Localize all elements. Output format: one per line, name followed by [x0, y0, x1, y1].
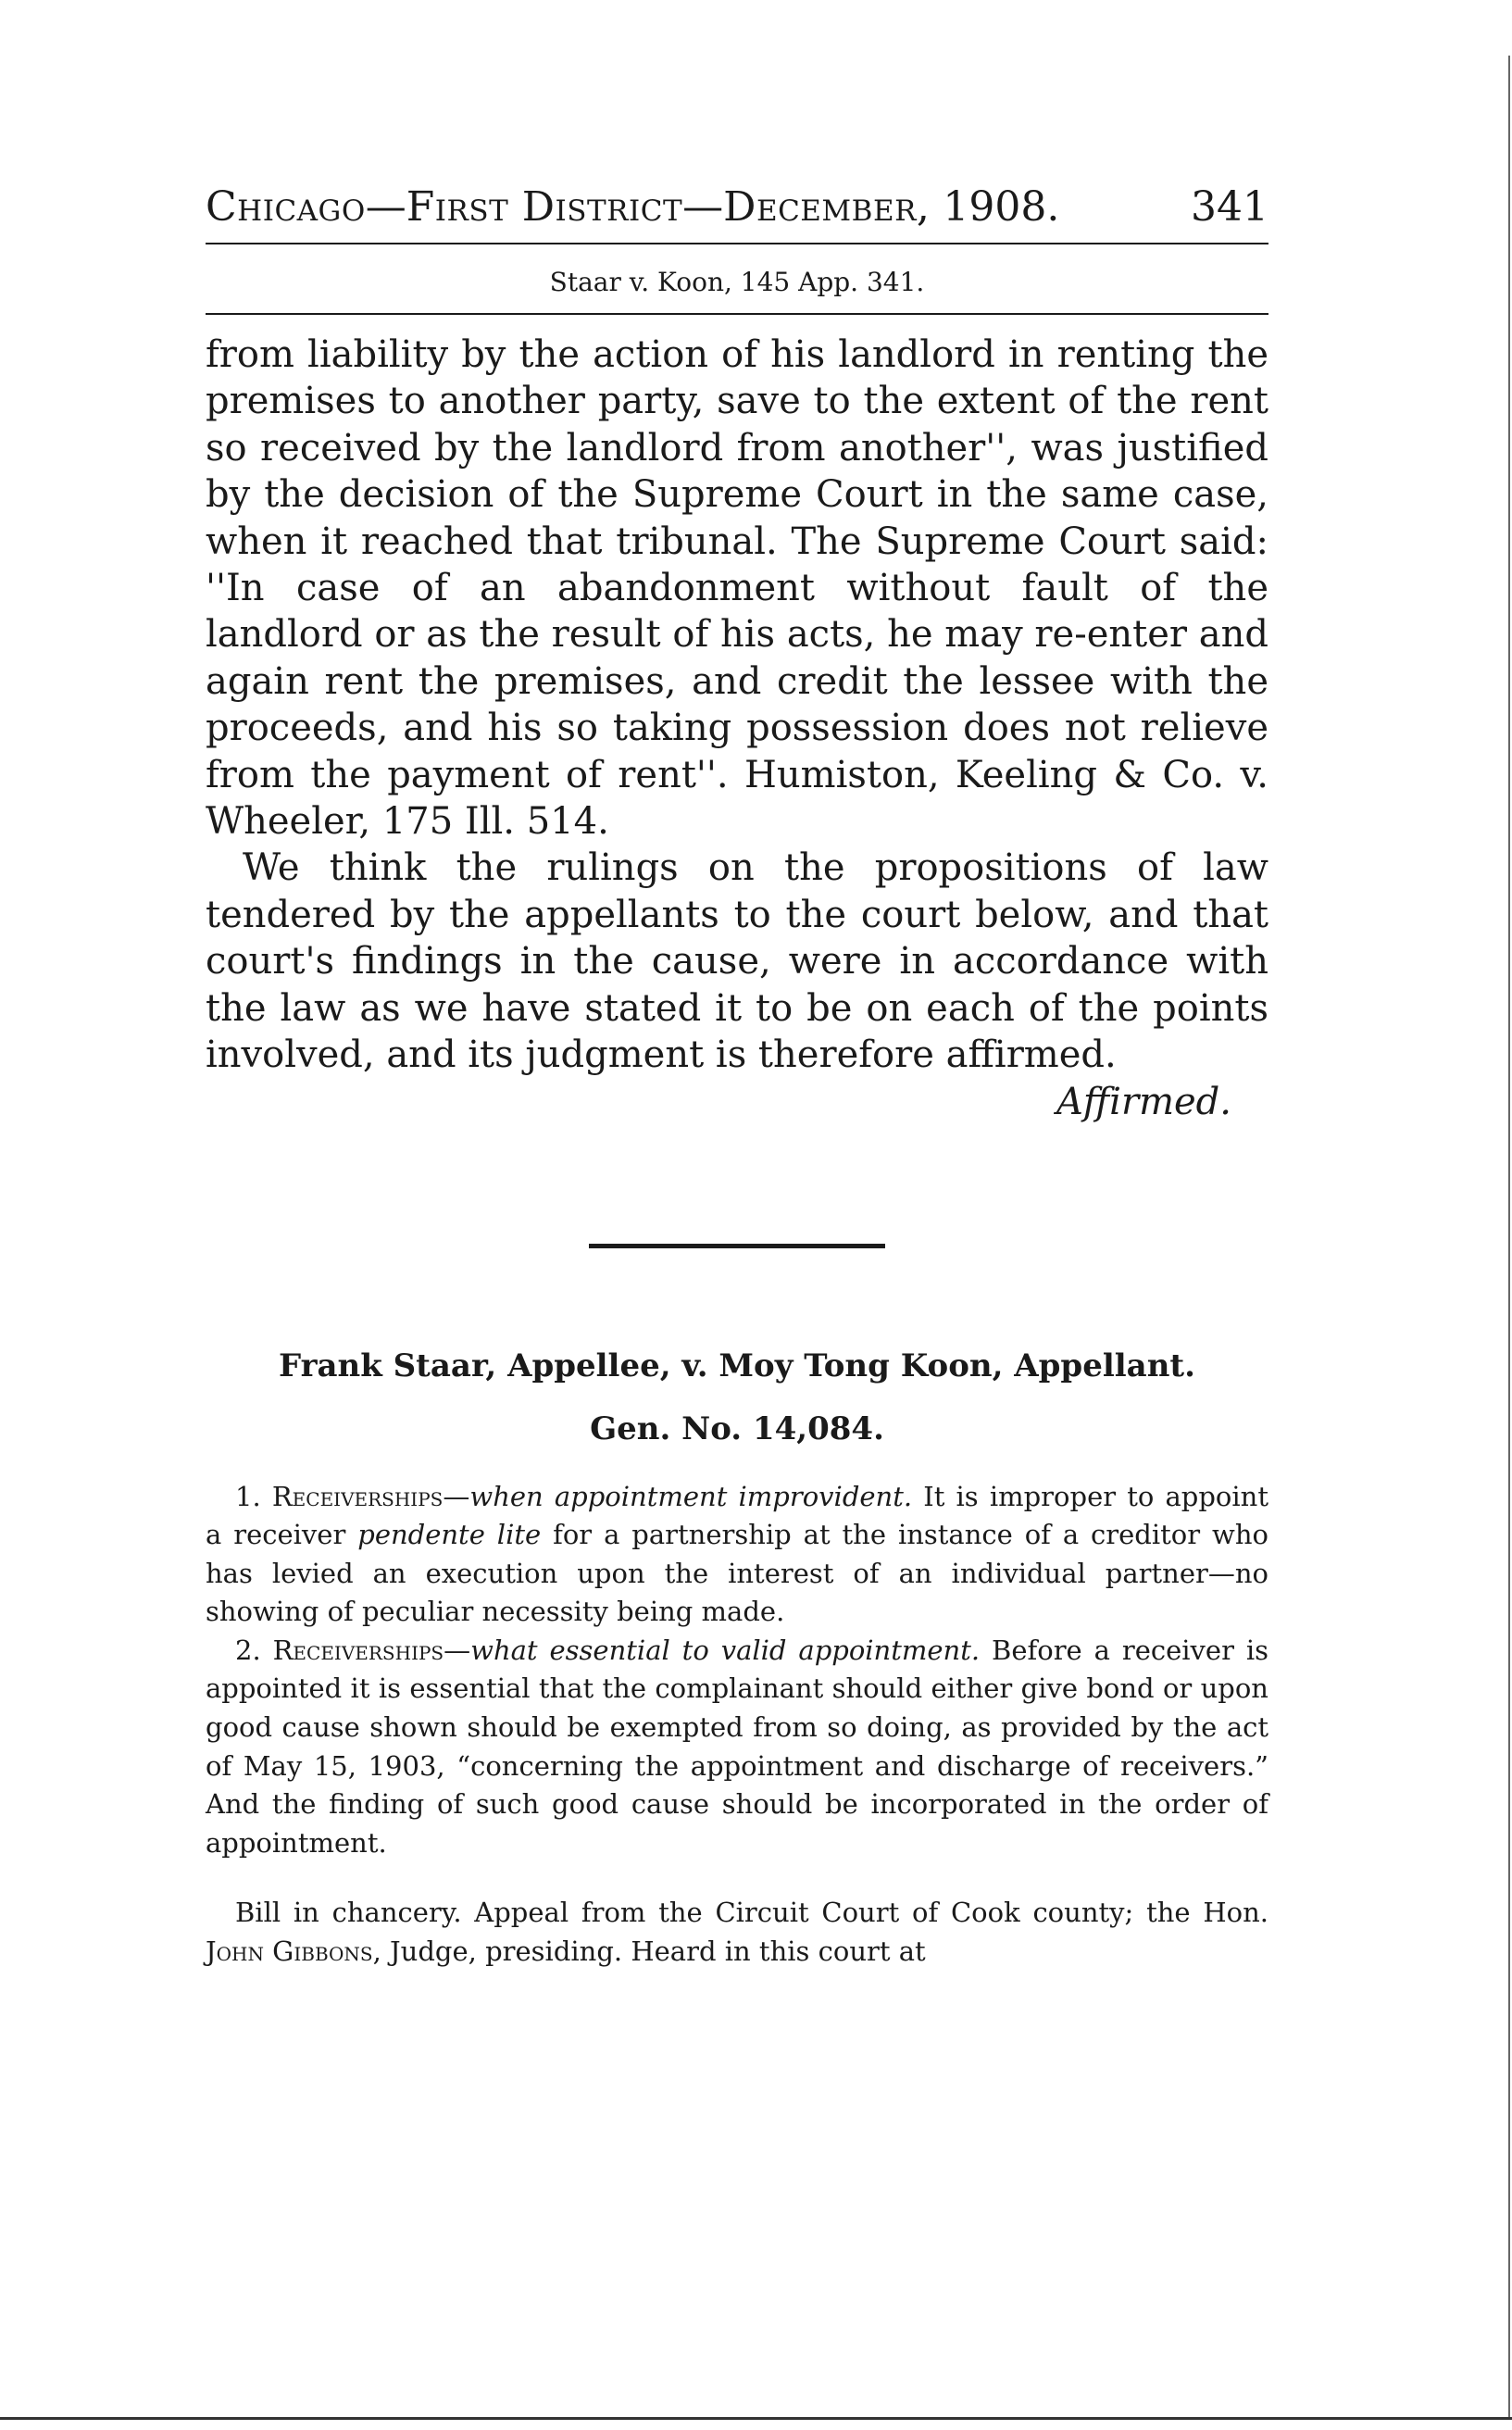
headnote-italic: pendente lite — [357, 1519, 542, 1551]
opinion-paragraph: We think the rulings on the propositions of law tendered by the appellants to the court below, and that court's findings in the cause, were in accordance with the law as we have stated it to be on each of the points involved, and its judgment is therefore affirmed. — [206, 846, 1268, 1077]
header-district: First District — [406, 183, 683, 231]
document-page — [206, 182, 1268, 1972]
headnote-text: Before a receiver is appointed it is essential that the complainant should either give bond or upon good cause shown should be exempted from so doing, as provided by the act of May 15, 1903, “concerning the appointment and discharge of receivers.” And the finding of such good cause should be incorporated in the order of appointment. — [206, 1634, 1269, 1859]
opinion-text — [206, 332, 1268, 1079]
page-edge-line — [1508, 56, 1510, 2417]
bill-text: , Judge, presiding. Heard in this court at — [372, 1935, 926, 1968]
headnote: 1. Receiverships—when appointment improvident. It is improper to appoint a receiver pendente lite for a partnership at the instance of a creditor who has levied an execution upon the interest of an individual partner—no showing of peculiar necessity being made. — [206, 1480, 1268, 1628]
running-head — [206, 182, 1268, 243]
opinion-paragraph: from liability by the action of his landlord in renting the premises to another party, save to the extent of the rent so received by the landlord from another'', was justified by the decision of the Supreme Court in the same case, when it reached that tribunal. The Supreme Court said: ''In case of an abandonment without fault of the landlord or as the result of his acts, he may re-enter and again rent the premises, and credit the lessee with the proceeds, and his so taking possession does not relieve from the payment of rent''. Humiston, Keeling & Co. v. Wheeler, 175 Ill. 514. — [206, 333, 1268, 844]
header-city: Chicago — [206, 183, 366, 231]
headnote-subtopic: what essential to valid appointment. — [470, 1634, 981, 1666]
headnote-number: 1. — [235, 1480, 261, 1512]
bill-text: Bill in chancery. Appeal from the Circuit Court of Cook county; the Hon. — [235, 1897, 1268, 1929]
headnote-topic: Receiverships — [272, 1634, 444, 1666]
headnote-subtopic: when appointment improvident. — [469, 1480, 913, 1512]
case-title: Frank Staar, Appellee, v. Moy Tong Koon, Appellant. — [279, 1347, 1195, 1384]
running-head-title: Chicago—First District—December, 1908. — [206, 183, 1060, 231]
headnote: 2. Receiverships—what essential to valid appointment. Before a receiver is appointed it is essential that the complainant should either give bond or upon good cause shown should be exempted from so doing, as provided by the act of May 15, 1903, “concerning the appointment and discharge of receivers.” And the finding of such good cause should be incorporated in the order of appointment. — [206, 1634, 1269, 1859]
procedural-history — [206, 1894, 1268, 1971]
case-citation: Staar v. Koon, 145 App. 341. — [549, 267, 925, 297]
headnotes — [206, 1478, 1268, 1863]
page-number: 341 — [1191, 183, 1268, 231]
bill-paragraph — [206, 1894, 1268, 1971]
headnote-topic: Receiverships — [271, 1480, 444, 1512]
judge-name: John Gibbons — [206, 1935, 373, 1968]
header-month: December, — [723, 183, 931, 231]
headnote-number: 2. — [235, 1634, 261, 1666]
general-number: Gen. No. 14,084. — [590, 1409, 884, 1447]
disposition: Affirmed. — [1056, 1080, 1231, 1123]
page-bottom-edge — [0, 2417, 1512, 2420]
headnote-text: It is improper to appoint a receiver — [206, 1480, 1268, 1551]
headnote-text: for a partnership at the instance of a creditor who has levied an execution upon the interest of an individual partner—no showing of peculiar necessity being made. — [206, 1519, 1268, 1628]
header-year: 1908. — [943, 183, 1060, 231]
header-rule-bottom — [206, 313, 1268, 315]
section-divider — [589, 1244, 885, 1248]
